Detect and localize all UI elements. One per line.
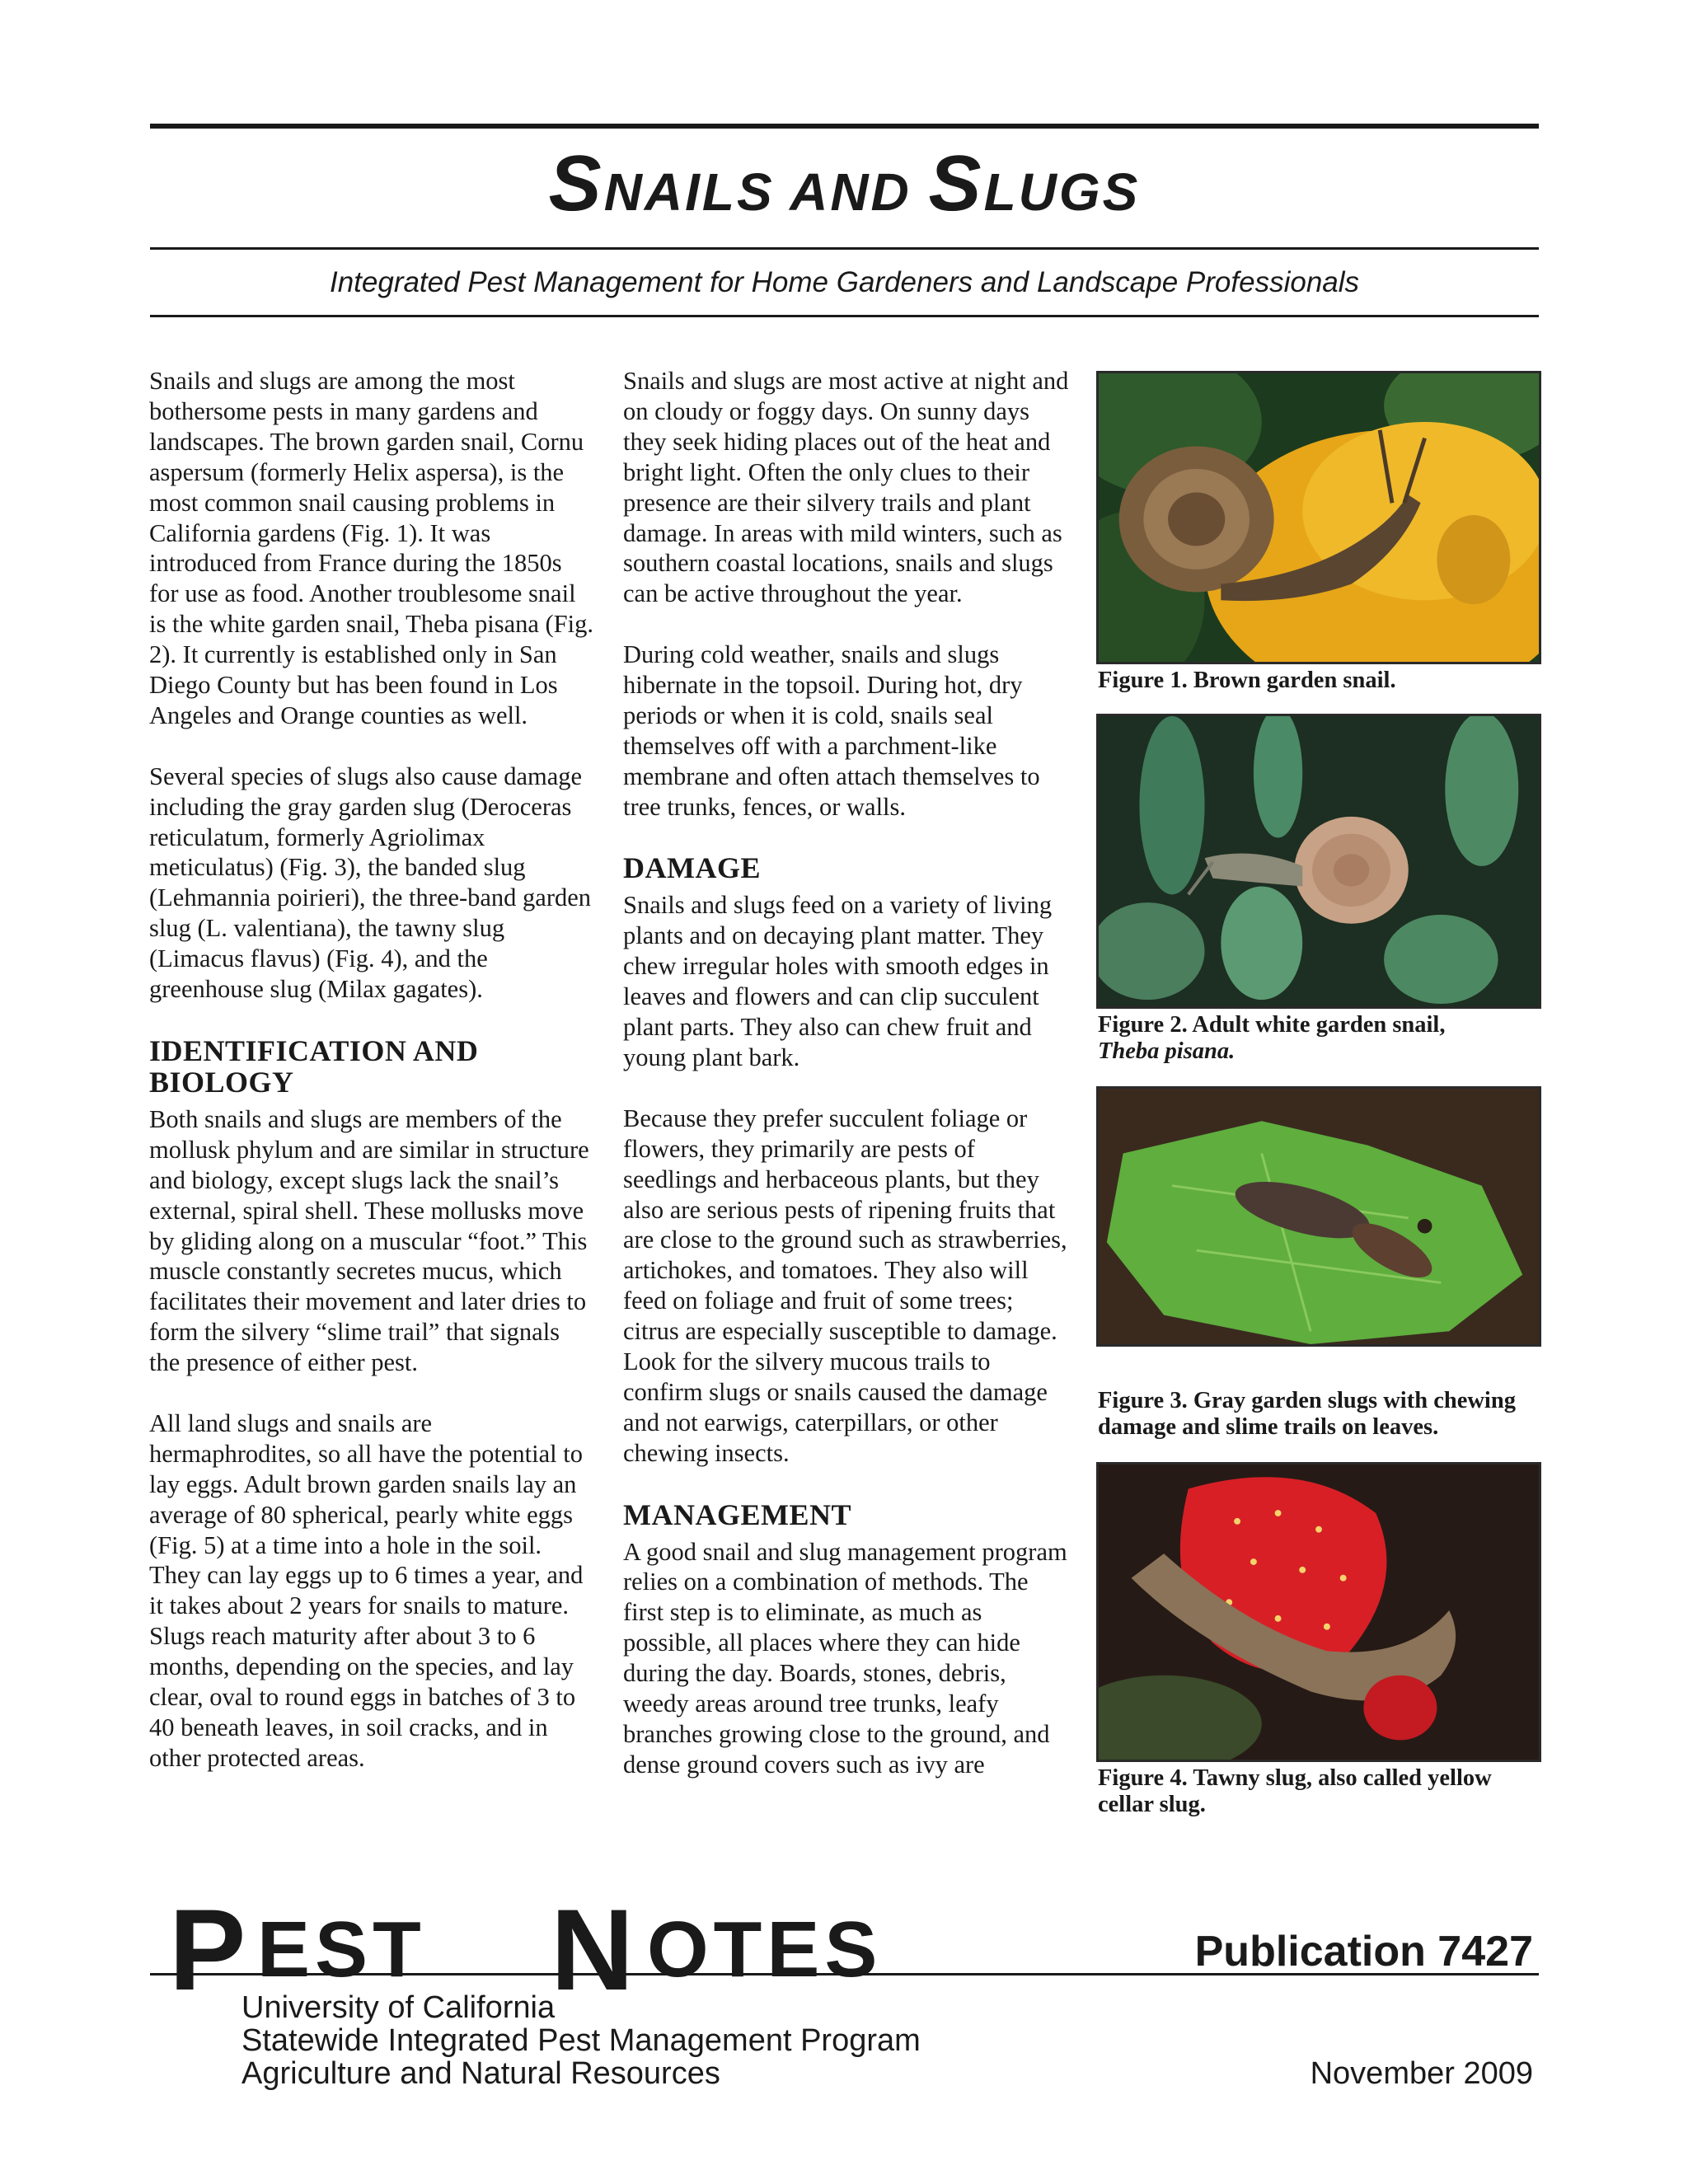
biology-paragraph: Both snails and slugs are members of the mollusk phylum and are similar in structure and biology, except slugs lack the snail’s external, spiral shell. These mollusks move by gliding along on a muscular “foot.” This muscle constantly secretes mucus, which facilitates their movement and later dries to form the silvery “slime trail” that signals the presence of either pest.: [149, 1104, 589, 1377]
management-heading: MANAGEMENT: [623, 1497, 851, 1531]
slug-species-paragraph: Several species of slugs also cause damage including the gray garden slug (Deroceras reticulatum, formerly Agriolimax meticulatus) (Fig. 3), the banded slug (Lehmannia poirieri), the three-band garden slug (L. valentiana), the tawny slug (Limacus flavus) (Fig. 4), and the greenhouse slug (Milax gagates).: [149, 762, 592, 1004]
page-title: SNAILS AND SLUGS: [548, 139, 1141, 227]
title-rule: [150, 247, 1539, 250]
subtitle-rule: [150, 315, 1539, 317]
publication-date: November 2009: [1310, 2056, 1533, 2091]
figure-1-caption: Figure 1. Brown garden snail.: [1098, 668, 1396, 693]
figure-1-brown-garden-snail-photo: [1096, 371, 1541, 664]
identification-heading: IDENTIFICATION AND BIOLOGY: [149, 1033, 479, 1099]
figure-2-caption: Figure 2. Adult white garden snail, Theba pisana.: [1098, 1012, 1446, 1064]
publisher-block: [241, 1991, 921, 2090]
figure-3-gray-garden-slugs-photo: [1096, 1086, 1541, 1347]
page-subtitle: Integrated Pest Management for Home Gardeners and Landscape Professionals: [329, 266, 1360, 298]
pest-targets-paragraph: Because they prefer succulent foliage or flowers, they primarily are pests of seedlings and herbaceous plants, but they also are serious pests of ripening fruits that are close to the ground such as strawberries, artichokes, and tomatoes. They also will feed on foliage and fruit of some trees; citrus are especially susceptible to damage. Look for the silvery mucous trails to confirm slugs or snails caused the damage and not earwigs, caterpillars, or other chewing insects.: [623, 1104, 1067, 1467]
figure-4-caption: Figure 4. Tawny slug, also called yellow cellar slug.: [1098, 1765, 1492, 1817]
text-column-2: [623, 366, 1072, 1780]
text-column-1: [149, 366, 594, 1774]
pest-notes-logo-est: EST: [257, 1905, 426, 1994]
hibernation-paragraph: During cold weather, snails and slugs hibernate in the topsoil. During hot, dry periods or when it is cold, snails seal themselves off with a parchment-like membrane and often attach themselves to tree trunks, fences, or walls.: [623, 640, 1040, 821]
publisher-line-1: University of California: [241, 1990, 556, 2025]
publisher-line-2: Statewide Integrated Pest Management Program: [241, 2023, 921, 2058]
pest-notes-logo-otes: OTES: [647, 1905, 883, 1994]
management-paragraph: A good snail and slug management program relies on a combination of methods. The first step is to eliminate, as much as possible, all places where they can hide during the day. Boards, stones, debris, weedy areas around tree trunks, leafy branches growing close to the ground, and dense ground covers such as ivy are: [623, 1537, 1067, 1779]
figure-2-white-garden-snail-photo: [1096, 714, 1541, 1009]
figure-4-tawny-slug-photo: [1096, 1462, 1541, 1762]
damage-paragraph: Snails and slugs feed on a variety of living plants and on decaying plant matter. They chew irregular holes with smooth edges in leaves and flowers and can clip succulent plant parts. They also can chew fruit and young plant bark.: [623, 891, 1053, 1071]
pest-notes-logo-p: P: [169, 1885, 245, 2014]
reproduction-paragraph: All land slugs and snails are hermaphrodites, so all have the potential to lay eggs. Adult brown garden snails lay an average of 80 spherical, pearly white eggs (Fig. 5) at a time into a hole in the soil. They can lay eggs up to 6 times a year, and it takes about 2 years for snails to mature. Slugs reach maturity after about 3 to 6 months, depending on the species, and lay clear, oval to round eggs in batches of 3 to 40 beneath leaves, in soil cracks, and in other protected areas.: [149, 1408, 584, 1772]
publication-number: Publication 7427: [1194, 1928, 1533, 1975]
activity-paragraph: Snails and slugs are most active at night and on cloudy or foggy days. On sunny days they seek hiding places out of the heat and bright light. Often the only clues to their presence are their silvery trails and plant damage. In areas with mild winters, such as southern coastal locations, snails and slugs can be active throughout the year.: [623, 367, 1069, 608]
top-rule: [150, 124, 1539, 129]
damage-heading: DAMAGE: [623, 851, 761, 885]
pest-notes-logo-n: N: [551, 1885, 635, 2014]
figure-3-caption: Figure 3. Gray garden slugs with chewing damage and slime trails on leaves.: [1098, 1388, 1516, 1440]
publisher-line-3: Agriculture and Natural Resources: [241, 2056, 720, 2091]
intro-paragraph: Snails and slugs are among the most bothersome pests in many gardens and landscapes. The brown garden snail, Cornu aspersum (formerly Helix aspersa), is the most common snail causing problems in California gardens (Fig. 1). It was introduced from France during the 1850s for use as food. Another troublesome snail is the white garden snail, Theba pisana (Fig. 2). It currently is established only in San Diego County but has been found in Los Angeles and Orange counties as well.: [149, 367, 593, 729]
